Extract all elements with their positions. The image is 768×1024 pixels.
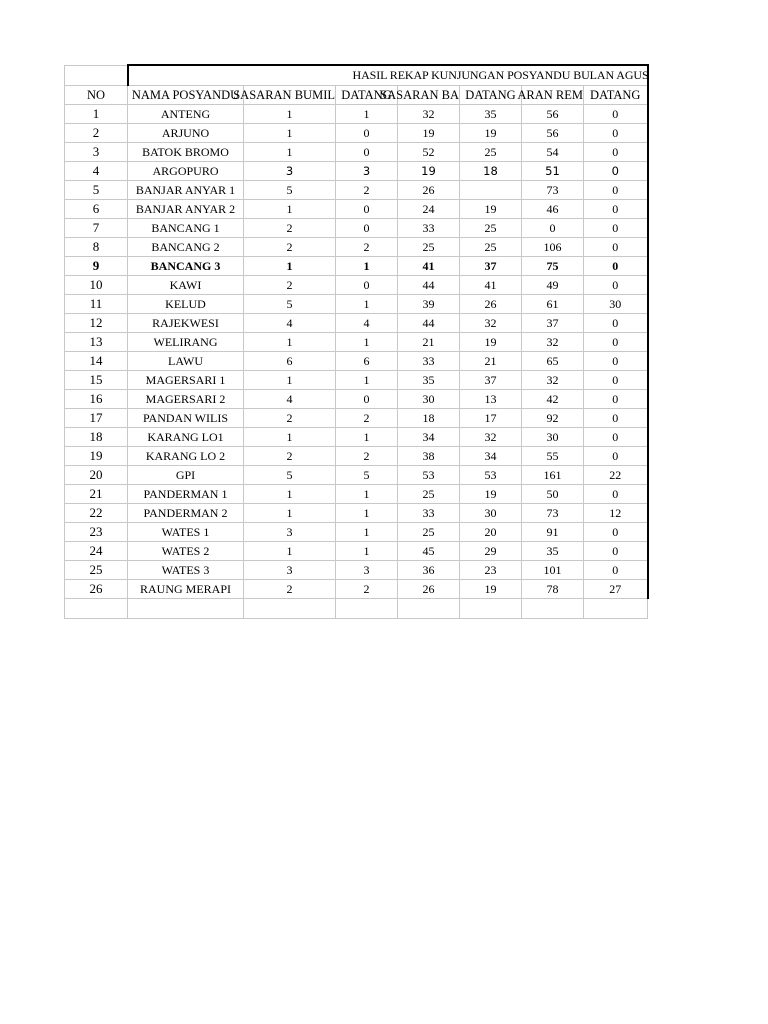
cell-no: 1 (65, 105, 128, 124)
cell-sasaran-remaja: 37 (522, 314, 584, 333)
table-row (65, 181, 648, 200)
cell-sasaran-remaja: 101 (522, 561, 584, 580)
cell-datang-balita: 29 (460, 542, 522, 561)
corner-cell (65, 65, 128, 86)
table-row (65, 295, 648, 314)
cell-datang-bumil: 2 (336, 181, 398, 200)
cell-datang-bumil: 1 (336, 333, 398, 352)
table-row (65, 561, 648, 580)
posyandu-recap-table (64, 64, 649, 619)
cell-datang-bumil: 0 (336, 219, 398, 238)
header-datang-balita: DATANG (460, 86, 522, 105)
cell-sasaran-remaja: 30 (522, 428, 584, 447)
cell-sasaran-bumil: 1 (244, 200, 336, 219)
cell-sasaran-bumil: 1 (244, 124, 336, 143)
cell-sasaran-bumil: 2 (244, 409, 336, 428)
table-row (65, 371, 648, 390)
header-row (65, 86, 648, 105)
cell-sasaran-bumil: 5 (244, 466, 336, 485)
cell-nama-posyandu: ARGOPURO (128, 162, 244, 181)
cell-sasaran-remaja: 65 (522, 352, 584, 371)
cell-datang-bumil: 1 (336, 371, 398, 390)
cell-datang-bumil: 0 (336, 390, 398, 409)
cell-sasaran-remaja: 73 (522, 181, 584, 200)
cell-nama-posyandu: KARANG LO 2 (128, 447, 244, 466)
cell-no: 6 (65, 200, 128, 219)
cell-no: 13 (65, 333, 128, 352)
cell-sasaran-remaja: 32 (522, 333, 584, 352)
cell-datang-bumil: 1 (336, 428, 398, 447)
cell-no: 17 (65, 409, 128, 428)
cell-sasaran-bumil: 5 (244, 181, 336, 200)
cell-sasaran-balita: 21 (398, 333, 460, 352)
cell-sasaran-balita: 24 (398, 200, 460, 219)
cell-datang-bumil: 1 (336, 257, 398, 276)
cell-sasaran-remaja: 0 (522, 219, 584, 238)
cell-datang-bumil: 1 (336, 105, 398, 124)
cell-sasaran-remaja: 92 (522, 409, 584, 428)
cell-datang-bumil: 2 (336, 447, 398, 466)
cell-datang-remaja: 0 (584, 181, 648, 200)
cell-no: 20 (65, 466, 128, 485)
cell-no: 19 (65, 447, 128, 466)
cell-sasaran-remaja: 78 (522, 580, 584, 599)
cell-datang-remaja: 0 (584, 333, 648, 352)
cell-sasaran-remaja: 75 (522, 257, 584, 276)
cell-datang-balita: 34 (460, 447, 522, 466)
table-row (65, 352, 648, 371)
table-row (65, 485, 648, 504)
cell-datang-remaja: 0 (584, 542, 648, 561)
cell-datang-balita: 21 (460, 352, 522, 371)
cell-datang-balita: 25 (460, 143, 522, 162)
table-row (65, 314, 648, 333)
cell-datang-bumil: 4 (336, 314, 398, 333)
cell-no: 10 (65, 276, 128, 295)
cell-datang-balita: 37 (460, 371, 522, 390)
cell-datang-bumil: 3 (336, 561, 398, 580)
cell-datang-balita: 20 (460, 523, 522, 542)
empty-cell (460, 599, 522, 619)
cell-sasaran-remaja: 161 (522, 466, 584, 485)
cell-datang-bumil: 1 (336, 295, 398, 314)
cell-sasaran-balita: 25 (398, 523, 460, 542)
cell-sasaran-remaja: 42 (522, 390, 584, 409)
cell-sasaran-bumil: 1 (244, 504, 336, 523)
cell-no: 24 (65, 542, 128, 561)
cell-sasaran-balita: 36 (398, 561, 460, 580)
empty-cell (128, 599, 244, 619)
cell-sasaran-bumil: 2 (244, 238, 336, 257)
empty-cell (244, 599, 336, 619)
cell-datang-balita: 19 (460, 580, 522, 599)
header-datang-remaja: DATANG (584, 86, 648, 105)
table-row (65, 409, 648, 428)
table-row (65, 428, 648, 447)
cell-nama-posyandu: WELIRANG (128, 333, 244, 352)
cell-datang-remaja: 12 (584, 504, 648, 523)
cell-sasaran-remaja: 56 (522, 105, 584, 124)
cell-sasaran-remaja: 54 (522, 143, 584, 162)
cell-sasaran-balita: 25 (398, 238, 460, 257)
cell-sasaran-balita: 35 (398, 371, 460, 390)
cell-datang-remaja: 0 (584, 124, 648, 143)
table-row (65, 105, 648, 124)
cell-datang-bumil: 0 (336, 124, 398, 143)
cell-nama-posyandu: WATES 1 (128, 523, 244, 542)
cell-datang-balita: 32 (460, 428, 522, 447)
cell-sasaran-balita: 34 (398, 428, 460, 447)
cell-datang-remaja: 0 (584, 105, 648, 124)
cell-nama-posyandu: BANCANG 3 (128, 257, 244, 276)
table-title: HASIL REKAP KUNJUNGAN POSYANDU BULAN AGUS (128, 65, 648, 86)
cell-nama-posyandu: MAGERSARI 1 (128, 371, 244, 390)
cell-nama-posyandu: BANCANG 2 (128, 238, 244, 257)
cell-sasaran-balita: 41 (398, 257, 460, 276)
cell-datang-remaja: 0 (584, 561, 648, 580)
cell-sasaran-balita: 33 (398, 352, 460, 371)
cell-sasaran-balita: 33 (398, 219, 460, 238)
cell-sasaran-balita: 19 (398, 162, 460, 181)
header-nama-posyandu: NAMA POSYANDU (128, 86, 244, 105)
cell-sasaran-balita: 33 (398, 504, 460, 523)
empty-cell (65, 599, 128, 619)
cell-nama-posyandu: PANDERMAN 2 (128, 504, 244, 523)
cell-sasaran-balita: 26 (398, 181, 460, 200)
table-row (65, 542, 648, 561)
cell-datang-remaja: 0 (584, 390, 648, 409)
table-row (65, 143, 648, 162)
cell-sasaran-bumil: 2 (244, 580, 336, 599)
cell-sasaran-balita: 30 (398, 390, 460, 409)
cell-no: 21 (65, 485, 128, 504)
cell-nama-posyandu: RAUNG MERAPI (128, 580, 244, 599)
cell-no: 3 (65, 143, 128, 162)
cell-nama-posyandu: ANTENG (128, 105, 244, 124)
cell-nama-posyandu: MAGERSARI 2 (128, 390, 244, 409)
table-row (65, 447, 648, 466)
cell-datang-bumil: 0 (336, 276, 398, 295)
cell-datang-balita: 53 (460, 466, 522, 485)
cell-datang-balita: 25 (460, 219, 522, 238)
cell-nama-posyandu: LAWU (128, 352, 244, 371)
cell-datang-remaja: 0 (584, 314, 648, 333)
cell-nama-posyandu: BANJAR ANYAR 2 (128, 200, 244, 219)
cell-sasaran-remaja: 50 (522, 485, 584, 504)
cell-datang-balita: 37 (460, 257, 522, 276)
cell-no: 16 (65, 390, 128, 409)
cell-no: 14 (65, 352, 128, 371)
cell-sasaran-balita: 52 (398, 143, 460, 162)
cell-datang-balita: 19 (460, 485, 522, 504)
cell-datang-balita: 41 (460, 276, 522, 295)
cell-sasaran-balita: 18 (398, 409, 460, 428)
cell-sasaran-remaja: 51 (522, 162, 584, 181)
cell-no: 15 (65, 371, 128, 390)
cell-sasaran-balita: 39 (398, 295, 460, 314)
cell-datang-balita (460, 181, 522, 200)
cell-sasaran-balita: 25 (398, 485, 460, 504)
cell-sasaran-bumil: 3 (244, 561, 336, 580)
cell-nama-posyandu: KAWI (128, 276, 244, 295)
cell-datang-balita: 13 (460, 390, 522, 409)
cell-sasaran-remaja: 91 (522, 523, 584, 542)
cell-no: 2 (65, 124, 128, 143)
cell-datang-balita: 19 (460, 333, 522, 352)
cell-datang-remaja: 0 (584, 200, 648, 219)
empty-cell (584, 599, 648, 619)
cell-datang-remaja: 0 (584, 276, 648, 295)
table-row (65, 257, 648, 276)
cell-nama-posyandu: KELUD (128, 295, 244, 314)
table-row (65, 238, 648, 257)
cell-sasaran-balita: 44 (398, 276, 460, 295)
header-sasaran-balita: SASARAN BA (398, 86, 460, 105)
cell-sasaran-balita: 44 (398, 314, 460, 333)
cell-datang-balita: 18 (460, 162, 522, 181)
cell-sasaran-bumil: 2 (244, 447, 336, 466)
cell-datang-remaja: 0 (584, 219, 648, 238)
cell-sasaran-remaja: 35 (522, 542, 584, 561)
cell-sasaran-balita: 38 (398, 447, 460, 466)
cell-sasaran-balita: 19 (398, 124, 460, 143)
table-row (65, 276, 648, 295)
empty-cell (522, 599, 584, 619)
cell-datang-remaja: 0 (584, 162, 648, 181)
cell-sasaran-bumil: 1 (244, 542, 336, 561)
table-row (65, 219, 648, 238)
cell-sasaran-bumil: 2 (244, 219, 336, 238)
cell-datang-bumil: 3 (336, 162, 398, 181)
cell-sasaran-balita: 32 (398, 105, 460, 124)
cell-sasaran-balita: 26 (398, 580, 460, 599)
cell-datang-remaja: 0 (584, 257, 648, 276)
cell-sasaran-balita: 45 (398, 542, 460, 561)
cell-no: 7 (65, 219, 128, 238)
cell-no: 4 (65, 162, 128, 181)
cell-datang-remaja: 27 (584, 580, 648, 599)
table-row (65, 333, 648, 352)
cell-sasaran-bumil: 1 (244, 257, 336, 276)
cell-no: 26 (65, 580, 128, 599)
cell-sasaran-bumil: 1 (244, 485, 336, 504)
cell-no: 12 (65, 314, 128, 333)
cell-no: 25 (65, 561, 128, 580)
cell-sasaran-bumil: 2 (244, 276, 336, 295)
header-datang-bumil: DATANG (336, 86, 398, 105)
cell-sasaran-bumil: 1 (244, 371, 336, 390)
cell-nama-posyandu: RAJEKWESI (128, 314, 244, 333)
cell-sasaran-remaja: 55 (522, 447, 584, 466)
header-no: NO (65, 86, 128, 105)
cell-datang-remaja: 22 (584, 466, 648, 485)
cell-nama-posyandu: PANDERMAN 1 (128, 485, 244, 504)
cell-no: 5 (65, 181, 128, 200)
header-sasaran-remaja: ARAN REM (522, 86, 584, 105)
cell-datang-bumil: 0 (336, 200, 398, 219)
cell-sasaran-remaja: 49 (522, 276, 584, 295)
empty-cell (398, 599, 460, 619)
cell-datang-bumil: 1 (336, 523, 398, 542)
cell-datang-bumil: 0 (336, 143, 398, 162)
cell-datang-balita: 19 (460, 200, 522, 219)
cell-datang-bumil: 1 (336, 504, 398, 523)
cell-datang-remaja: 0 (584, 447, 648, 466)
cell-sasaran-bumil: 6 (244, 352, 336, 371)
cell-datang-remaja: 0 (584, 485, 648, 504)
cell-datang-bumil: 6 (336, 352, 398, 371)
cell-datang-remaja: 0 (584, 523, 648, 542)
cell-datang-balita: 26 (460, 295, 522, 314)
cell-nama-posyandu: ARJUNO (128, 124, 244, 143)
cell-datang-remaja: 0 (584, 371, 648, 390)
cell-nama-posyandu: KARANG LO1 (128, 428, 244, 447)
cell-datang-balita: 30 (460, 504, 522, 523)
cell-datang-balita: 25 (460, 238, 522, 257)
cell-datang-balita: 19 (460, 124, 522, 143)
cell-nama-posyandu: BANJAR ANYAR 1 (128, 181, 244, 200)
cell-datang-remaja: 0 (584, 238, 648, 257)
cell-no: 22 (65, 504, 128, 523)
cell-nama-posyandu: GPI (128, 466, 244, 485)
empty-row (65, 599, 648, 619)
cell-datang-balita: 32 (460, 314, 522, 333)
cell-sasaran-bumil: 4 (244, 314, 336, 333)
table-row (65, 124, 648, 143)
cell-sasaran-bumil: 1 (244, 428, 336, 447)
cell-sasaran-bumil: 4 (244, 390, 336, 409)
cell-sasaran-bumil: 1 (244, 105, 336, 124)
cell-datang-remaja: 30 (584, 295, 648, 314)
cell-sasaran-remaja: 61 (522, 295, 584, 314)
table-row (65, 504, 648, 523)
table-row (65, 466, 648, 485)
cell-datang-balita: 35 (460, 105, 522, 124)
cell-sasaran-remaja: 46 (522, 200, 584, 219)
cell-nama-posyandu: BATOK BROMO (128, 143, 244, 162)
cell-sasaran-bumil: 1 (244, 333, 336, 352)
table-row (65, 200, 648, 219)
empty-cell (336, 599, 398, 619)
cell-nama-posyandu: WATES 3 (128, 561, 244, 580)
cell-nama-posyandu: WATES 2 (128, 542, 244, 561)
cell-sasaran-balita: 53 (398, 466, 460, 485)
cell-sasaran-bumil: 3 (244, 523, 336, 542)
cell-no: 9 (65, 257, 128, 276)
cell-sasaran-remaja: 32 (522, 371, 584, 390)
cell-no: 23 (65, 523, 128, 542)
cell-datang-balita: 17 (460, 409, 522, 428)
cell-datang-bumil: 2 (336, 238, 398, 257)
cell-datang-bumil: 2 (336, 409, 398, 428)
cell-sasaran-remaja: 106 (522, 238, 584, 257)
cell-sasaran-remaja: 56 (522, 124, 584, 143)
cell-sasaran-bumil: 5 (244, 295, 336, 314)
cell-nama-posyandu: PANDAN WILIS (128, 409, 244, 428)
cell-no: 11 (65, 295, 128, 314)
cell-sasaran-bumil: 3 (244, 162, 336, 181)
cell-no: 18 (65, 428, 128, 447)
cell-datang-remaja: 0 (584, 409, 648, 428)
table-row (65, 162, 648, 181)
cell-datang-bumil: 2 (336, 580, 398, 599)
cell-nama-posyandu: BANCANG 1 (128, 219, 244, 238)
table-row (65, 523, 648, 542)
cell-datang-bumil: 1 (336, 542, 398, 561)
table-row (65, 580, 648, 599)
cell-datang-remaja: 0 (584, 352, 648, 371)
table-row (65, 390, 648, 409)
cell-no: 8 (65, 238, 128, 257)
cell-sasaran-remaja: 73 (522, 504, 584, 523)
cell-datang-remaja: 0 (584, 428, 648, 447)
cell-datang-balita: 23 (460, 561, 522, 580)
title-row (65, 65, 648, 86)
cell-sasaran-bumil: 1 (244, 143, 336, 162)
cell-datang-bumil: 5 (336, 466, 398, 485)
header-sasaran-bumil: SASARAN BUMIL (244, 86, 336, 105)
cell-datang-remaja: 0 (584, 143, 648, 162)
cell-datang-bumil: 1 (336, 485, 398, 504)
